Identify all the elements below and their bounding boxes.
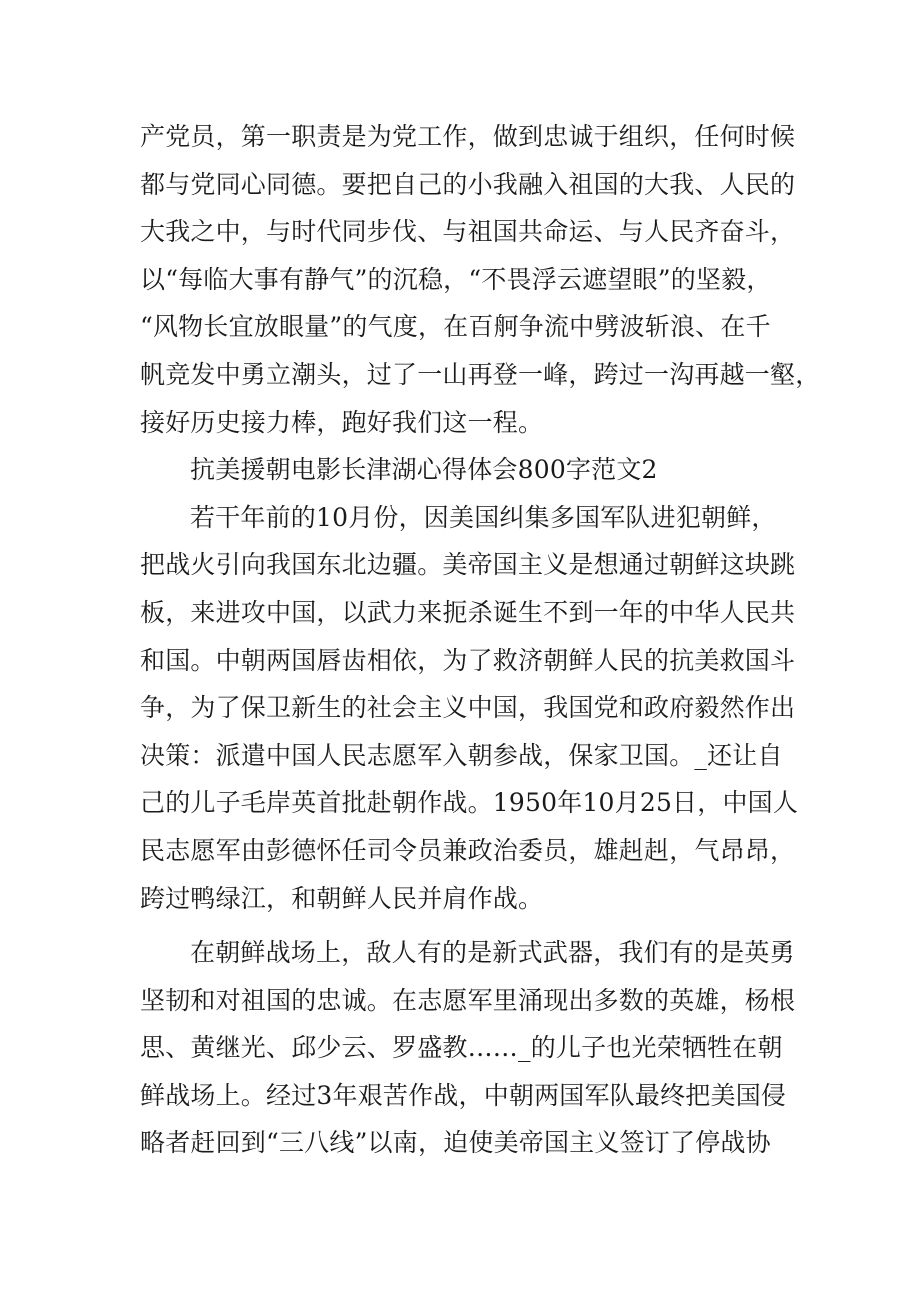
text-line: 产党员，第一职责是为党工作，做到忠诚于组织，任何时候 (140, 122, 796, 151)
text-line: 己的儿子毛岸英首批赴朝作战。1950年10月25日，中国人 (140, 788, 799, 818)
text-line: 思、黄继光、邱少云、罗盛教……_的儿子也光荣牺牲在朝 (140, 1033, 783, 1063)
text-line: 民志愿军由彭德怀任司令员兼政治委员，雄赳赳，气昂昂， (140, 835, 796, 865)
text-line: 争，为了保卫新生的社会主义中国，我国党和政府毅然作出 (140, 693, 796, 723)
section-title: 抗美援朝电影长津湖心得体会800字范文2 (190, 455, 658, 485)
text-line: 把战火引向我国东北边疆。美帝国主义是想通过朝鲜这块跳 (140, 550, 796, 580)
text-line: 跨过鸭绿江，和朝鲜人民并肩作战。 (140, 883, 544, 913)
text-line: 大我之中，与时代同步伐、与祖国共命运、与人民齐奋斗， (140, 217, 796, 247)
text-line: 和国。中朝两国唇齿相依，为了救济朝鲜人民的抗美救国斗 (140, 645, 796, 675)
text-line: 鲜战场上。经过3年艰苦作战，中朝两国军队最终把美国侵 (140, 1080, 787, 1110)
text-line: 板，来进攻中国，以武力来扼杀诞生不到一年的中华人民共 (140, 597, 796, 627)
text-line: 帆竞发中勇立潮头，过了一山再登一峰，跨过一沟再越一壑， (140, 359, 821, 389)
text-line: 坚韧和对祖国的忠诚。在志愿军里涌现出多数的英雄，杨根 (140, 985, 796, 1015)
text-line: 若干年前的10月份，因美国纠集多国军队进犯朝鲜， (190, 502, 777, 532)
paragraph (140, 929, 795, 1167)
paragraph-spacer (140, 922, 795, 929)
text-line: “风物长宜放眼量”的气度，在百舸争流中劈波斩浪、在千 (140, 312, 771, 342)
paragraph (140, 113, 821, 446)
paragraph (140, 494, 799, 922)
text-line: 接好历史接力棒，跑好我们这一程。 (140, 407, 544, 437)
text-line: 都与党同心同德。要把自己的小我融入祖国的大我、人民的 (140, 169, 796, 199)
text-line: 略者赶回到“三八线”以南，迫使美帝国主义签订了停战协 (140, 1128, 771, 1158)
document-body (140, 113, 821, 1167)
text-line: 决策：派遣中国人民志愿军入朝参战，保家卫国。_还让自 (140, 740, 783, 770)
text-line: 以“每临大事有静气”的沉稳，“不畏浮云遮望眼”的坚毅， (140, 264, 772, 294)
text-line: 在朝鲜战场上，敌人有的是新式武器，我们有的是英勇 (190, 938, 795, 968)
